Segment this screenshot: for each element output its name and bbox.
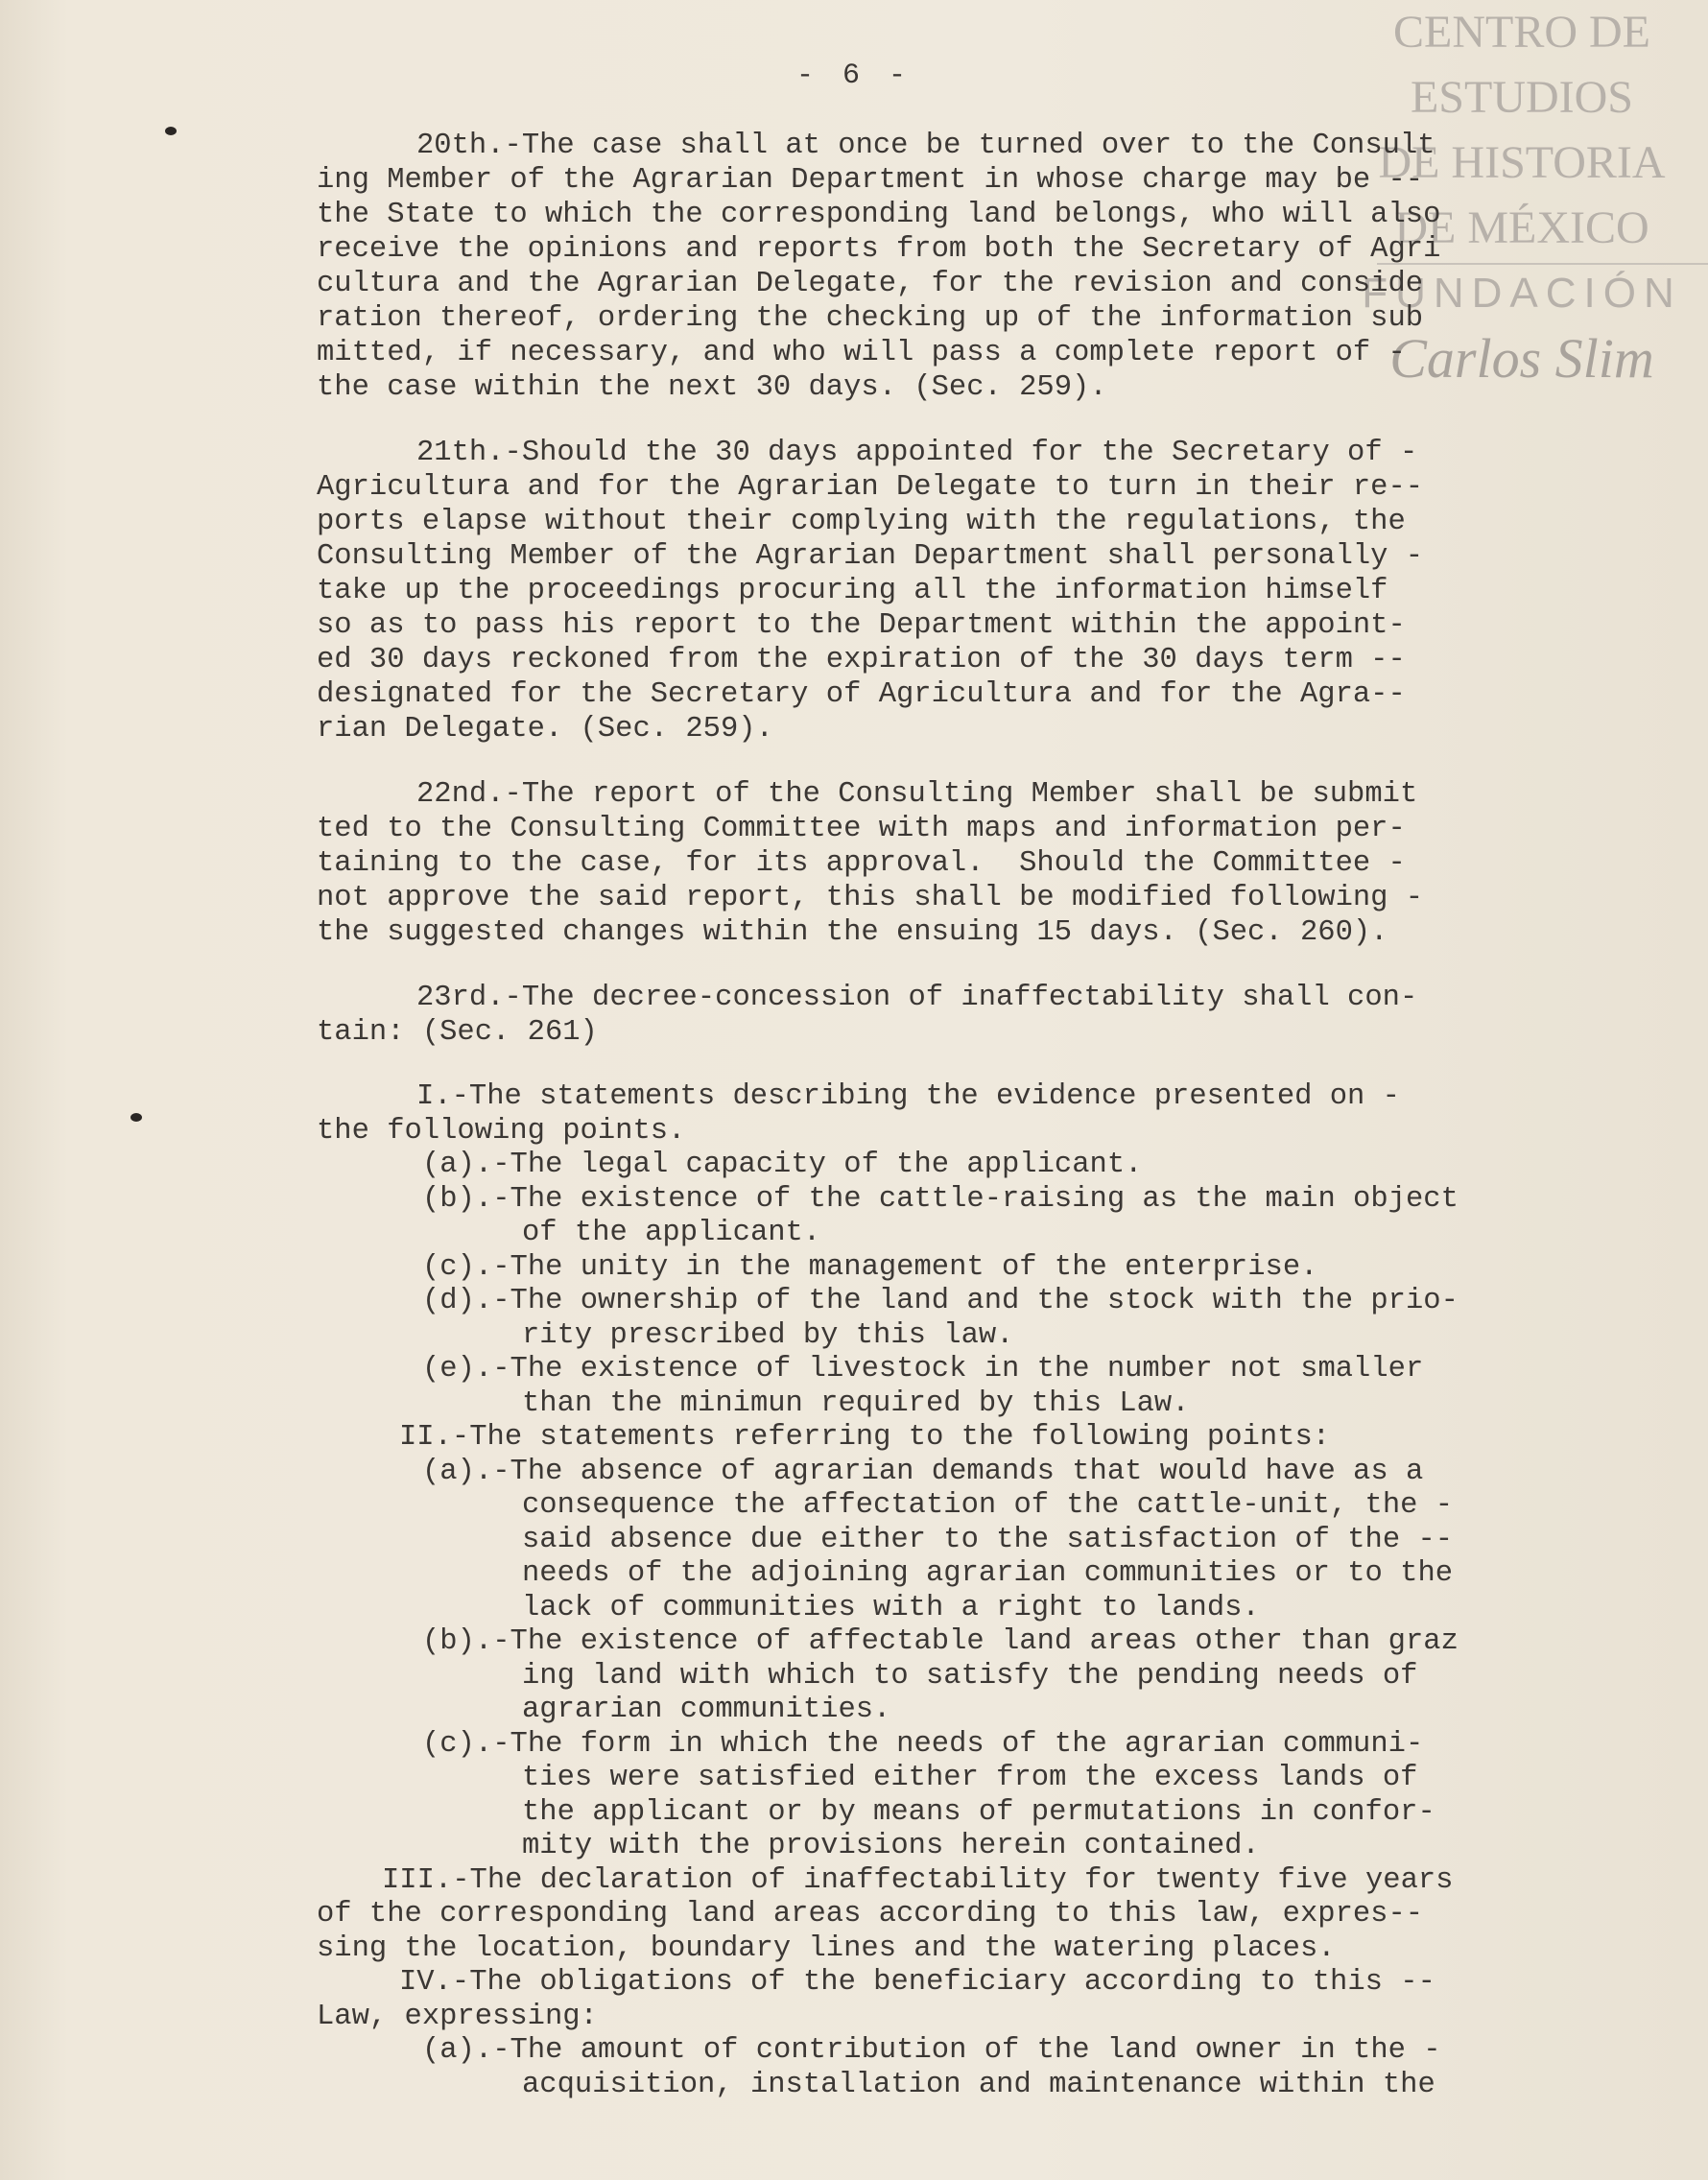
watermark-line: CENTRO DE [1393,7,1650,58]
paragraph-21 [317,436,1622,746]
text-line: ted to the Consulting Committee with maps and information per- [317,813,1406,845]
text-line: the applicant or by means of permutations in confor- [522,1795,1435,1829]
text-line: said absence due either to the satisfaction of the -- [522,1523,1454,1556]
text-line: mity with the provisions herein contained. [522,1830,1260,1862]
list-subitem: (a).-The amount of contribution of the land owner in the - [422,2034,1441,2067]
text-line: the State to which the corresponding land belongs, who will also [317,199,1441,231]
list-subitem: (b).-The existence of affectable land areas other than graz [422,1625,1459,1658]
text-line: sing the location, boundary lines and the watering places. [317,1931,1336,1965]
text-line: Consulting Member of the Agrarian Department shall personally - [317,540,1424,573]
text-line: take up the proceedings procuring all the information himself [317,575,1388,607]
text-line: ing land with which to satisfy the pending needs of [522,1659,1418,1693]
text-line: ports elapse without their complying with the regulations, the [317,506,1406,538]
text-line: cultura and the Agrarian Delegate, for the revision and conside [317,268,1424,300]
text-line: needs of the adjoining agrarian communities or to the [522,1557,1454,1590]
text-line: tain: (Sec. 261) [317,1016,598,1049]
decree-contents-list [317,1080,1622,2102]
list-subitem: (d).-The ownership of the land and the stock with the prio- [422,1285,1459,1317]
text-line: 22nd.-The report of the Consulting Member shall be submit [416,778,1418,811]
document-body [317,129,1622,2102]
list-item-roman: III.-The declaration of inaffectability for twenty five years [382,1863,1454,1897]
text-line: lack of communities with a right to lands. [522,1591,1260,1624]
list-item-roman: I.-The statements describing the evidence presented on - [416,1080,1400,1113]
watermark-line: DE MÉXICO [1394,202,1649,253]
text-line: Agricultura and for the Agrarian Delegate to turn in their re-- [317,471,1424,504]
page-number: - 6 - [795,59,912,92]
text-line: of the applicant. [522,1217,821,1249]
watermark-line: DE HISTORIA [1378,137,1666,188]
text-line: the following points. [317,1114,686,1148]
text-line: ties were satisfied either from the excess lands of [522,1762,1418,1794]
list-subitem: (a).-The absence of agrarian demands that would have as a [422,1455,1424,1488]
text-line: taining to the case, for its approval. Should the Committee - [317,847,1406,880]
watermark-foundation: FUNDACIÓN [1362,270,1682,317]
text-line: acquisition, installation and maintenance within the [522,2068,1435,2101]
list-item-roman: IV.-The obligations of the beneficiary according to this -- [399,1966,1435,1999]
watermark-line: ESTUDIOS [1410,72,1633,123]
text-line: of the corresponding land areas according to this law, expres-- [317,1898,1424,1931]
text-line: consequence the affectation of the cattle-unit, the - [522,1489,1454,1522]
text-line: designated for the Secretary of Agricultura and for the Agra-- [317,678,1406,711]
text-line: ing Member of the Agrarian Department in whose charge may be -- [317,164,1424,197]
list-item-roman: II.-The statements referring to the following points: [399,1421,1331,1454]
margin-mark [165,127,177,135]
watermark-signature: Carlos Slim [1389,327,1654,390]
text-line: not approve the said report, this shall be modified following - [317,882,1424,914]
text-line: rian Delegate. (Sec. 259). [317,713,773,746]
paragraph-20 [317,129,1622,405]
text-line: the case within the next 30 days. (Sec. 259). [317,371,1107,404]
list-subitem: (c).-The unity in the management of the enterprise. [422,1250,1318,1284]
text-line: so as to pass his report to the Department within the appoint- [317,609,1406,642]
text-line: ed 30 days reckoned from the expiration of the 30 days term -- [317,644,1406,676]
text-line: ration thereof, ordering the checking up of the information sub [317,302,1424,335]
text-line: than the minimun required by this Law. [522,1386,1190,1420]
text-line: rity prescribed by this law. [522,1318,1014,1352]
list-subitem: (c).-The form in which the needs of the agrarian communi- [422,1727,1424,1761]
text-line: 20th.-The case shall at once be turned over to the Consult [416,130,1435,162]
text-line: Law, expressing: [317,2000,598,2033]
margin-mark [130,1113,142,1122]
text-line: mitted, if necessary, and who will pass a complete report of - [317,337,1406,369]
list-subitem: (e).-The existence of livestock in the number not smaller [422,1353,1424,1386]
text-line: 21th.-Should the 30 days appointed for the Secretary of - [416,437,1418,469]
list-subitem: (a).-The legal capacity of the applicant. [422,1149,1143,1181]
text-line: 23rd.-The decree-concession of inaffectability shall con- [416,982,1418,1014]
text-line: the suggested changes within the ensuing 15 days. (Sec. 260). [317,916,1388,949]
text-line: agrarian communities. [522,1694,891,1726]
paragraph-23 [317,981,1622,1050]
paragraph-22 [317,777,1622,950]
list-subitem: (b).-The existence of the cattle-raising as the main object [422,1182,1459,1216]
text-line: receive the opinions and reports from both the Secretary of Agri [317,233,1441,266]
